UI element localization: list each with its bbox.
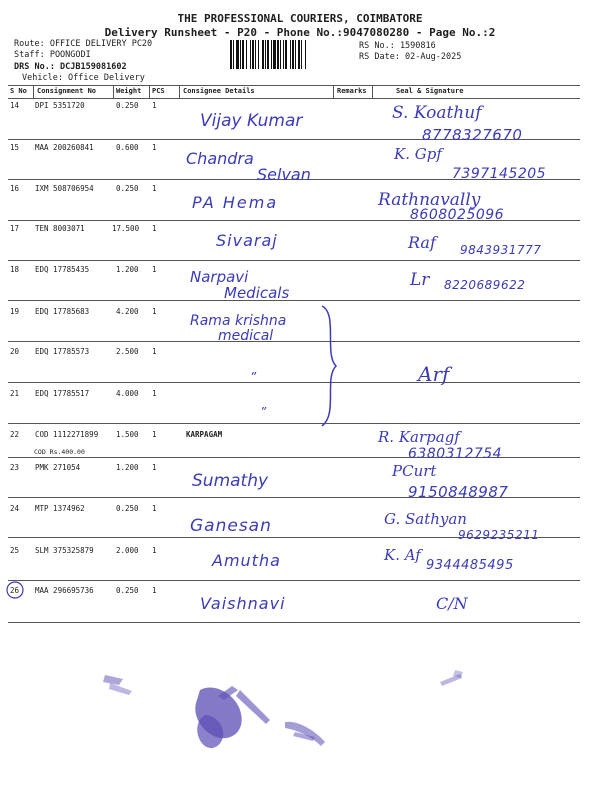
row-sno: 20	[10, 347, 20, 356]
signature: Lr	[410, 270, 430, 290]
rs-date: RS Date: 02-Aug-2025	[359, 52, 462, 62]
row-pcs: 1	[152, 143, 157, 152]
row-consignment: TEN 8003071	[35, 224, 85, 233]
row-sno: 21	[10, 389, 20, 398]
col-sno: S No	[10, 87, 27, 95]
consignee-handwritten: Ganesan	[190, 516, 272, 536]
receiver-phone: 8778327670	[422, 126, 523, 144]
col-weight: Weight	[116, 87, 142, 95]
row-weight: 0.600	[116, 143, 139, 152]
ditto-mark: ”	[250, 370, 257, 384]
row-sno: 18	[10, 265, 20, 274]
runsheet-subtitle: Delivery Runsheet - P20 - Phone No.:9047080280 - Page No.:2	[104, 26, 496, 39]
cod-amount: COD Rs.400.00	[34, 448, 85, 456]
receiver-phone: 9150848987	[408, 483, 509, 501]
signature: G. Sathyan	[384, 510, 467, 528]
row-sno: 16	[10, 184, 20, 193]
col-consignment: Consignment No	[37, 87, 97, 95]
row-consignment: EDQ 17785517	[35, 389, 90, 398]
drs-number: DRS No.: DCJB159081602	[14, 62, 127, 72]
row-sno: 14	[10, 101, 20, 110]
row-consignment: IXM 508706954	[35, 184, 94, 193]
signature: R. Karpagf	[378, 428, 460, 446]
rs-number: RS No.: 1590816	[359, 41, 436, 51]
row-sno: 22	[10, 430, 20, 439]
row-pcs: 1	[152, 504, 157, 513]
row-consignment: MAA 200260841	[35, 143, 94, 152]
company-title: THE PROFESSIONAL COURIERS, COIMBATORE	[177, 12, 423, 25]
row-consignment: EDQ 17785435	[35, 265, 90, 274]
col-remarks: Remarks	[337, 87, 367, 95]
row-consignment: PMK 271054	[35, 463, 81, 472]
row-weight: 0.250	[116, 586, 139, 595]
row-pcs: 1	[152, 389, 157, 398]
signature: Arf	[418, 362, 450, 386]
row-weight: 0.250	[116, 101, 139, 110]
col-pcs: PCS	[152, 87, 165, 95]
row-pcs: 1	[152, 430, 157, 439]
row-consignment: DPI 5351720	[35, 101, 85, 110]
row-weight: 2.500	[116, 347, 139, 356]
row-sno: 26	[10, 586, 20, 595]
row-sno: 17	[10, 224, 20, 233]
consignee-handwritten: Selvan	[257, 165, 311, 184]
row-pcs: 1	[152, 463, 157, 472]
row-weight: 0.250	[116, 504, 139, 513]
row-weight: 4.000	[116, 389, 139, 398]
consignee-handwritten: Amutha	[212, 551, 281, 570]
staff-label: Staff: POONGODI	[14, 50, 91, 60]
receiver-phone: 8608025096	[410, 207, 505, 223]
consignee-handwritten: Chandra	[186, 149, 254, 168]
row-consignment: SLM 375325879	[35, 546, 94, 555]
signature: S. Koathuf	[392, 103, 482, 123]
consignee-handwritten: Medicals	[224, 284, 290, 302]
row-weight: 0.250	[116, 184, 139, 193]
receiver-phone: 6380312754	[408, 446, 503, 462]
signature: PCurt	[392, 462, 437, 480]
row-sno: 25	[10, 546, 20, 555]
consignee-printed: KARPAGAM	[186, 430, 223, 439]
signature: Rathnavally	[378, 190, 481, 210]
receiver-phone: 7397145205	[452, 166, 547, 182]
row-pcs: 1	[152, 224, 157, 233]
row-sno: 19	[10, 307, 20, 316]
consignee-handwritten: medical	[218, 328, 274, 344]
row-weight: 4.200	[116, 307, 139, 316]
ditto-mark: ”	[260, 405, 267, 419]
receiver-phone: 9344485495	[426, 558, 514, 573]
signature: K. Af	[384, 546, 421, 564]
col-seal-signature: Seal & Signature	[396, 87, 464, 95]
consignee-handwritten: PA Hema	[192, 193, 279, 212]
route-label: Route: OFFICE DELIVERY PC20	[14, 39, 153, 49]
row-pcs: 1	[152, 307, 157, 316]
signature: K. Gpf	[394, 145, 442, 163]
col-consignee: Consignee Details	[183, 87, 255, 95]
row-sno: 15	[10, 143, 20, 152]
row-weight: 17.500	[112, 224, 140, 233]
receiver-phone: 9843931777	[460, 243, 542, 257]
row-weight: 1.200	[116, 463, 139, 472]
row-consignment: MTP 1374962	[35, 504, 85, 513]
row-pcs: 1	[152, 546, 157, 555]
row-consignment: EDQ 17785683	[35, 307, 90, 316]
signature: C/N	[436, 594, 468, 613]
receiver-phone: 9629235211	[458, 528, 540, 542]
consignee-handwritten: Vaishnavi	[200, 594, 286, 613]
row-consignment: EDQ 17785573	[35, 347, 90, 356]
consignee-handwritten: Vijay Kumar	[200, 111, 303, 131]
signature: Raf	[408, 233, 436, 252]
row-pcs: 1	[152, 586, 157, 595]
row-pcs: 1	[152, 265, 157, 274]
consignee-handwritten: Rama krishna	[190, 313, 287, 329]
row-pcs: 1	[152, 101, 157, 110]
row-weight: 1.500	[116, 430, 139, 439]
receiver-phone: 8220689622	[444, 278, 526, 292]
row-sno: 24	[10, 504, 20, 513]
vehicle-label: Vehicle: Office Delivery	[22, 73, 145, 83]
consignee-handwritten: Sivaraj	[216, 231, 278, 250]
row-weight: 1.200	[116, 265, 139, 274]
row-weight: 2.000	[116, 546, 139, 555]
row-pcs: 1	[152, 347, 157, 356]
row-pcs: 1	[152, 184, 157, 193]
consignee-handwritten: Sumathy	[192, 471, 269, 491]
row-consignment: MAA 296695736	[35, 586, 94, 595]
row-sno: 23	[10, 463, 20, 472]
row-consignment: COD 1112271899	[35, 430, 99, 439]
consignee-handwritten: Narpavi	[190, 268, 249, 286]
